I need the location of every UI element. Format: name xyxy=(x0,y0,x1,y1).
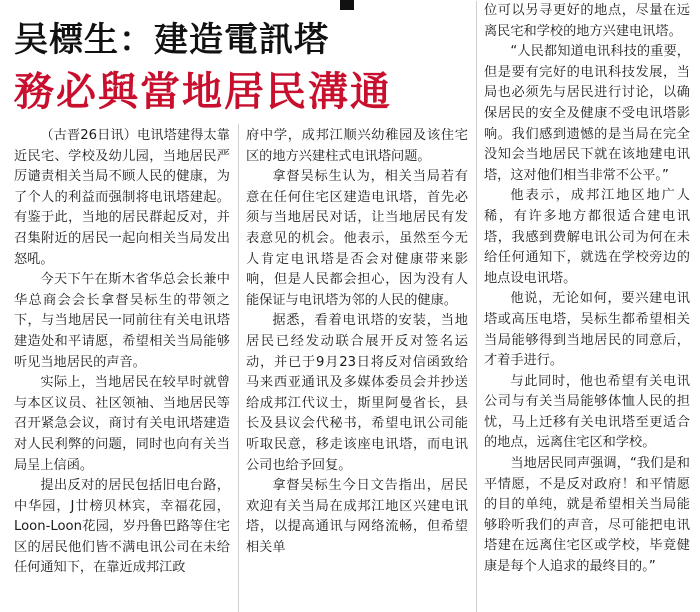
article-paragraph: 与此同时，他也希望有关电讯公司与有关当局能够体恤人民的担忧，马上迁移有关电讯塔至更适合的地点，远离住宅区和学校。 xyxy=(484,373,690,451)
article-paragraph: “人民都知道电讯科技的重要，但是要有完好的电讯科技发展，当局也必须先与居民进行讨论，以确保居民的安全及健康不受电讯塔影响。我们感到遗憾的是当局在完全没知会当地居民下就在该地建电讯塔，这对他们相当非常不公平。” xyxy=(484,44,690,183)
article-column-3 xyxy=(484,1,690,610)
column-divider xyxy=(238,124,239,612)
article-paragraph: 实际上，当地居民在较早时就曾与本区议员、社区领袖、当地居民等召开紧急会议，商讨有关电讯塔建造对人民利弊的问题，同时也向有关当局呈上信函。 xyxy=(14,375,230,473)
article-paragraph: 他说，无论如何，要兴建电讯塔或高压电塔，吴标生都希望相关当局能够得到当地居民的同意后，才着手进行。 xyxy=(484,291,690,369)
column-divider xyxy=(476,1,477,612)
article-column-2 xyxy=(246,126,468,610)
article-paragraph: 府中学，成邦江顺兴幼稚园及该住宅区的地方兴建柱式电讯塔问题。 xyxy=(246,128,468,164)
headline-main: 吴標生：建造電訊塔 xyxy=(14,20,329,60)
article-paragraph: 位可以另寻更好的地点，尽量在远离民宅和学校的地方兴建电讯塔。 xyxy=(484,3,690,39)
article-paragraph: 当地居民同声强调，“我们是和平情愿，不是反对政府！和平情愿的目的单纯，就是希望相关当局能够聆听我们的声音，尽可能把电讯塔建在远离住宅区或学校，毕竟健康是每个人追求的最终目的。” xyxy=(484,456,690,575)
article-paragraph: 拿督吴标生今日文告指出，居民欢迎有关当局在成邦江地区兴建电讯塔，以提高通讯与网络流畅，但希望相关单 xyxy=(246,478,468,555)
article-paragraph: 他表示，成邦江地区地广人稀，有许多地方都很适合建电讯塔，我感到费解电讯公司为何在未给任何通知下，就选在学校旁边的地点设电讯塔。 xyxy=(484,188,690,286)
page-top-marker xyxy=(340,0,354,10)
article-column-1 xyxy=(14,126,230,610)
article-paragraph: 提出反对的居民包括旧电台路，中华园，J廿榜贝林宾，幸福花园，Loon-Loon花园，岁丹鲁巴路等住宅区的居民他们皆不满电讯公司在未给任何通知下，在靠近成邦江政 xyxy=(14,478,230,576)
article-paragraph: （古晋26日讯）电讯塔建得太靠近民宅、学校及幼儿园，当地居民严厉谴责相关当局不顾人民的健康，为了个人的利益而强制将电讯塔建起。有鉴于此，当地的居民群起反对，并召集附近的居民一起向相关当局发出怒吼。 xyxy=(14,128,230,267)
article-paragraph: 今天下午在斯木省华总会长兼中华总商会会长拿督吴标生的带领之下，与当地居民一同前往有关电讯塔建造处和平请愿，希望相关当局能够听见当地居民的声音。 xyxy=(14,272,230,370)
article-paragraph: 拿督吴标生认为，相关当局若有意在任何住宅区建造电讯塔，首先必须与当地居民对话，让当地居民有发表意见的机会。他表示，虽然至今无人肯定电讯塔是否会对健康带来影响，但是人民都会担心，因为没有人能保证与电讯塔为邻的人民的健康。 xyxy=(246,169,468,308)
headline-sub: 務必與當地居民溝通 xyxy=(14,68,392,115)
article-paragraph: 据悉，看着电讯塔的安装，当地居民已经发动联合展开反对签名运动，并已于9月23日将反对信函致给马来西亚通讯及多媒体委员会并抄送给成邦江代议士，斯里阿曼省长，县长及县议会代秘书，希望电讯公司能听取民意，移走该座电讯塔，而电讯公司也给予回复。 xyxy=(246,313,468,473)
